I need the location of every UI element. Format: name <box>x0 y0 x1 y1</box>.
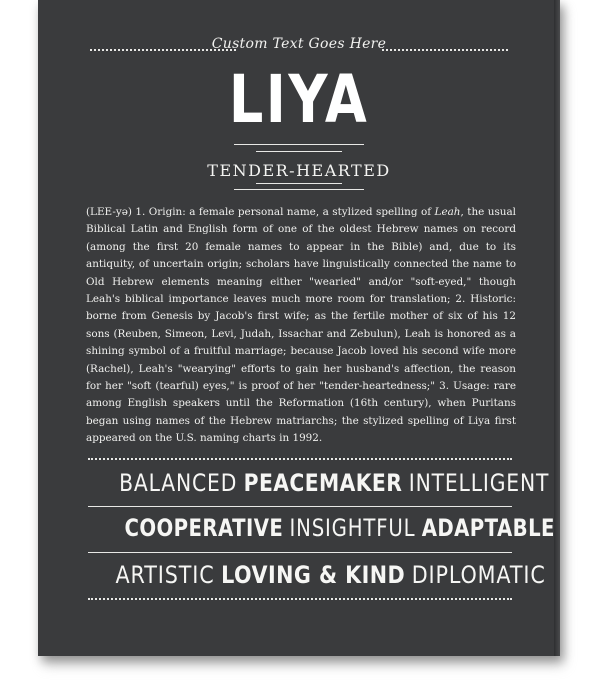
traits-top-dotted-divider <box>88 458 512 460</box>
traits-row-1 <box>119 469 550 497</box>
name-definition <box>86 204 516 448</box>
name-print-canvas <box>38 0 560 656</box>
custom-text-line: Custom Text Goes Here <box>211 36 387 52</box>
definition-italic-word: Leah <box>434 206 461 218</box>
trait: INSIGHTFUL <box>289 514 416 542</box>
trait: LOVING & KIND <box>221 561 406 589</box>
name-meaning: TENDER-HEARTED <box>207 161 391 180</box>
meaning-top-rule <box>234 144 364 145</box>
traits-divider-2 <box>88 552 512 553</box>
trait: BALANCED <box>119 469 238 497</box>
traits-row-2 <box>124 514 555 542</box>
traits-divider-1 <box>88 506 512 507</box>
pronunciation: (LEE-yə) <box>86 206 132 218</box>
meaning-bottom-rule-short <box>256 183 342 184</box>
trait: INTELLIGENT <box>408 469 550 497</box>
name-title: LIYA <box>228 61 370 138</box>
definition-text-part-2: , the usual Biblical Latin and English form of one of the oldest Hebrew names on record (among the first 20 female names to appear in the Bible) and, due to its antiquity, of uncertain origin; scholars have linguistically connected the name to Old Hebrew elements meaning either "wearied" and/or "soft-eyed," though Leah's biblical importance leaves much more room for translation; 2. Historic: borne from Genesis by Jacob's first wife; as the fertile mother of six of his 12 sons (Reuben, Simeon, Levi, Judah, Issachar and Zebulun), Leah is honored as a shining symbol of a fruitful marriage; because Jacob loved his second wife more (Rachel), Leah's "wearying" efforts to gain her husband's affection, the reason for her "soft (tearful) eyes," is proof of her "tender-heartedness;" 3. Usage: rare among English speakers until the Reformation (16th century), when Puritans began using names of the Hebrew matriarchs; the stylized spelling of Liya first appeared on the U.S. naming charts in 1992. <box>86 206 516 445</box>
meaning-bottom-rule <box>234 189 364 190</box>
trait: DIPLOMATIC <box>411 561 546 589</box>
trait: PEACEMAKER <box>243 469 403 497</box>
trait: ADAPTABLE <box>421 514 555 542</box>
canvas-edge <box>554 0 560 656</box>
meaning-top-rule-short <box>256 151 342 152</box>
traits-row-3 <box>115 561 546 589</box>
trait: COOPERATIVE <box>124 514 284 542</box>
trait: ARTISTIC <box>115 561 215 589</box>
traits-bottom-dotted-divider <box>88 598 512 600</box>
definition-text-part-1: 1. Origin: a female personal name, a stylized spelling of <box>135 206 435 218</box>
